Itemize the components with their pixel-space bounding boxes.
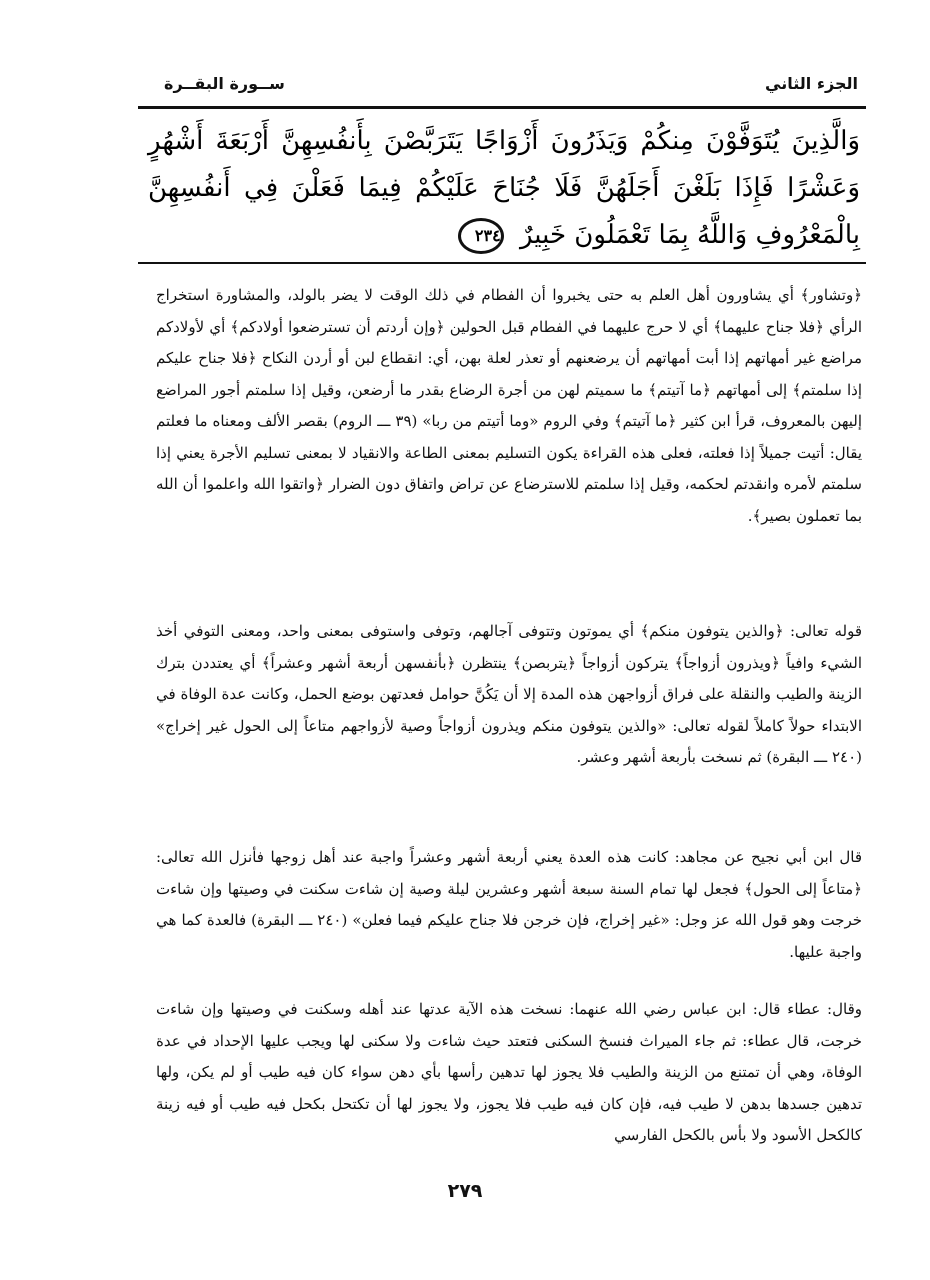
running-header (138, 66, 866, 109)
surah-title: ســورة البقــرة (164, 74, 285, 93)
commentary-paragraph: قوله تعالى: ﴿والذين يتوفون منكم﴾ أي يموتون وتتوفى آجالهم، وتوفى واستوفى بمعنى واحد، ومعنى التوفي أخذ الشيء وافياً ﴿ويذرون أزواجاً﴾ يتركون أزواجاً ﴿يتربصن﴾ ينتظرن ﴿بأنفسهن أربعة أشهر وعشراً﴾ أي يعتددن بترك الزينة والطيب والنقلة على فراق أزواجهن هذه المدة إلا أن يَكُنَّ حوامل فعدتهن بوضع الحمل، وكانت عدة الوفاة في الابتداء حولاً كاملاً لقوله تعالى: «والذين يتوفون منكم ويذرون أزواجاً وصية لأزواجهم متاعاً إلى الحول غير إخراج» (٢٤٠ ـــ البقرة) ثم نسخت بأربعة أشهر وعشر. (156, 622, 862, 766)
part-title: الجزء الثاني (765, 74, 858, 93)
page-number: ٢٧٩ (447, 1180, 483, 1202)
quran-verse (148, 108, 860, 259)
commentary-paragraph: ﴿وتشاور﴾ أي يشاورون أهل العلم به حتى يخبروا أن الفطام في ذلك الوقت لا يضر بالولد، والمشاورة استخراج الرأي ﴿فلا جناح عليهما﴾ أي لا حرج عليهما في الفطام قبل الحولين ﴿وإن أردتم أن تسترضعوا أولادكم﴾ أي لأولادكم مراضع غير أمهاتهم إذا أبت أمهاتهم أن يرضعنهم أو تعذر لعلة بهن، أي: انقطاع لبن أو أردن النكاح ﴿فلا جناح عليكم إذا سلمتم﴾ إلى أمهاتهم ﴿ما آتيتم﴾ ما سميتم لهن من أجرة الرضاع بقدر ما أرضعن، وقيل إذا سلمتم أجور المراضع إليهن بالمعروف، قرأ ابن كثير ﴿ما آتيتم﴾ وفي الروم «وما أتيتم من ربا» (٣٩ ـــ الروم) بقصر الألف ومعناه ما فعلتم يقال: أتيت جميلاً إذا فعلته، فعلى هذه القراءة يكون التسليم بمعنى الطاعة والانقياد لا بمعنى تسليم الأجرة يعني إذا سلمتم لأمره وانقدتم لحكمه، وقيل إذا سلمتم للاسترضاع عن تراض واتفاق دون الضرار ﴿واتقوا الله واعلموا أن الله بما تعملون بصير﴾. (156, 286, 862, 525)
commentary-paragraph: قال ابن أبي نجيح عن مجاهد: كانت هذه العدة يعني أربعة أشهر وعشراً واجبة عند أهل زوجها فأنزل الله تعالى: ﴿متاعاً إلى الحول﴾ فجعل لها تمام السنة سبعة أشهر وعشرين ليلة وصية إن شاءت سكنت في وصيتها وإن شاءت خرجت وهو قول الله عز وجل: «غير إخراج، فإن خرجن فلا جناح عليكم فيما فعلن» (٢٤٠ ـــ البقرة) فالعدة كما هي واجبة عليها. (156, 848, 862, 961)
quran-verse-block (138, 108, 866, 264)
ayah-number-marker: ٢٣٤ (458, 218, 504, 254)
verse-text: وَالَّذِينَ يُتَوَفَّوْنَ مِنكُمْ وَيَذَرُونَ أَزْوَاجًا يَتَرَبَّصْنَ بِأَنفُسِهِنَّ أَرْبَعَةَ أَشْهُرٍ وَعَشْرًا فَإِذَا بَلَغْنَ أَجَلَهُنَّ فَلَا جُنَاحَ عَلَيْكُمْ فِيمَا فَعَلْنَ فِي أَنفُسِهِنَّ بِالْمَعْرُوفِ وَاللَّهُ بِمَا تَعْمَلُونَ خَبِيرٌ (148, 126, 860, 250)
commentary-paragraph: وقال: عطاء قال: ابن عباس رضي الله عنهما: نسخت هذه الآية عدتها عند أهله وسكنت في وصيتها وإن شاءت خرجت، قال عطاء: ثم جاء الميراث فنسخ السكنى فتعتد حيث شاءت ولا سكنى لها ويجب عليها الإحداد في عدة الوفاة، وهي أن تمتنع من الزينة والطيب فلا يجوز لها تدهين رأسها بأي دهن سواء كان فيه طيب أو لم يكن، ولها تدهين جسدها بدهن لا طيب فيه، فإن كان فيه طيب فلا يجوز، ولا يجوز لها أن تكتحل بكحل فيه طيب أو فيه زينة كالكحل الأسود ولا بأس بالكحل الفارسي (156, 1000, 862, 1144)
